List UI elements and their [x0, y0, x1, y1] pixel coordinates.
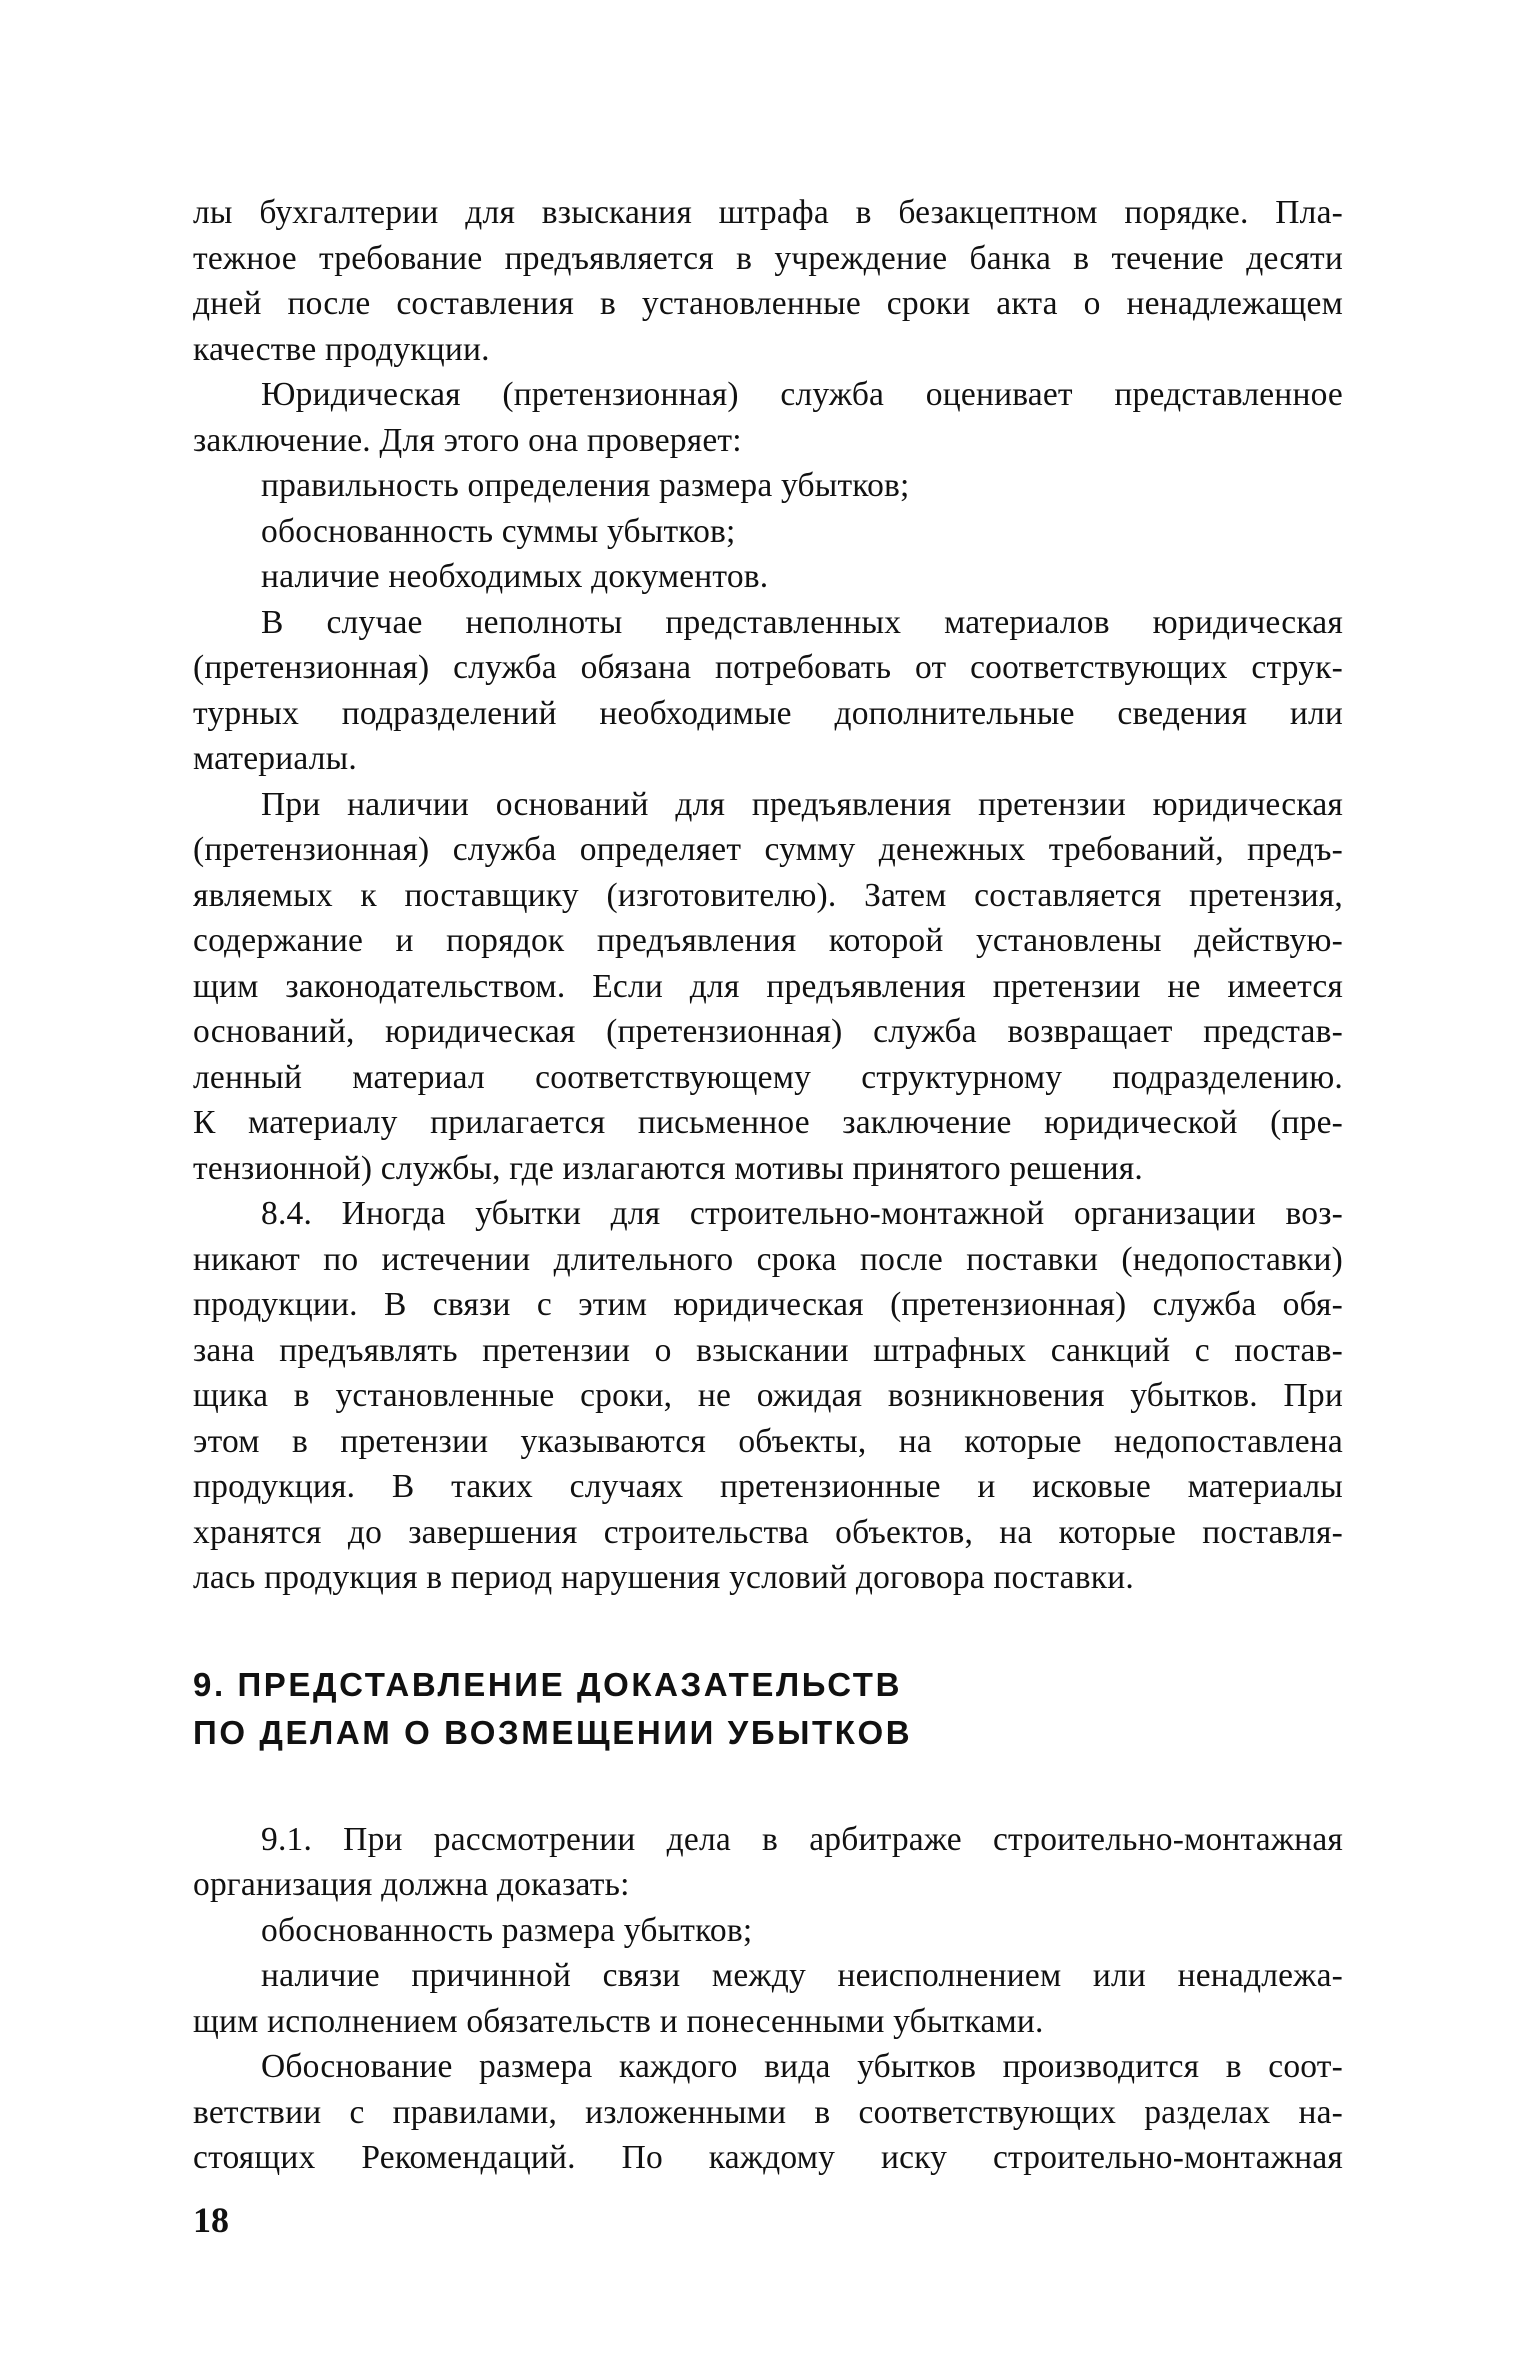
text-line: щим исполнением обязательств и понесенными убытками.: [193, 2002, 1044, 2040]
section-heading-line-1: 9. ПРЕДСТАВЛЕНИЕ ДОКАЗАТЕЛЬСТВ: [193, 1665, 902, 1703]
text-line: наличие необходимых документов.: [261, 558, 769, 595]
text-line: (претензионная) служба обязана потребовать от соответствующих струк-: [193, 649, 1343, 686]
text-line: никают по истечении длительного срока после поставки (недопоставки): [193, 1240, 1343, 1278]
text-line: организация должна доказать:: [193, 1866, 630, 1903]
text-line: стоящих Рекомендаций. По каждому иску строительно-монтажная: [193, 2139, 1343, 2176]
text-line: тензионной) службы, где излагаются мотивы принятого решения.: [193, 1149, 1143, 1187]
paragraph: [193, 190, 1343, 372]
paragraph: [193, 1817, 1343, 1908]
text-line: ленный материал соответствующему структурному подразделению.: [193, 1058, 1343, 1096]
text-line: дней после составления в установленные сроки акта о ненадлежащем: [193, 285, 1343, 322]
text-line: При наличии оснований для предъявления претензии юридическая: [261, 785, 1343, 823]
document-page: [193, 190, 1343, 2181]
paragraph: [193, 600, 1343, 782]
body-text-bottom: [193, 1817, 1343, 2181]
text-line: качестве продукции.: [193, 330, 490, 368]
text-line: щика в установленные сроки, не ожидая возникновения убытков. При: [193, 1377, 1343, 1414]
text-line: наличие причинной связи между неисполнением или ненадлежа-: [261, 1957, 1343, 1994]
text-line: оснований, юридическая (претензионная) служба возвращает представ-: [193, 1013, 1343, 1050]
paragraph: [193, 372, 1343, 463]
text-line: этом в претензии указываются объекты, на которые недопоставлена: [193, 1422, 1343, 1460]
text-line: Обоснование размера каждого вида убытков производится в соот-: [261, 2048, 1343, 2085]
text-line: заключение. Для этого она проверяет:: [193, 421, 742, 459]
text-line: правильность определения размера убытков;: [261, 467, 910, 504]
paragraph: [193, 2044, 1343, 2181]
text-line: турных подразделений необходимые дополнительные сведения или: [193, 694, 1343, 732]
text-line: ветствии с правилами, изложенными в соответствующих разделах на-: [193, 2093, 1343, 2131]
text-line: содержание и порядок предъявления которой установлены действую-: [193, 922, 1343, 959]
text-line: лась продукция в период нарушения условий договора поставки.: [193, 1559, 1134, 1596]
text-line: щим законодательством. Если для предъявления претензии не имеется: [193, 967, 1343, 1005]
paragraph: [193, 463, 1343, 509]
text-line: Юридическая (претензионная) служба оценивает представленное: [261, 376, 1343, 413]
paragraph: [193, 554, 1343, 600]
section-heading-line-2: ПО ДЕЛАМ О ВОЗМЕЩЕНИИ УБЫТКОВ: [193, 1713, 913, 1751]
text-line: 8.4. Иногда убытки для строительно-монтажной организации воз-: [261, 1195, 1343, 1232]
paragraph: [193, 1191, 1343, 1601]
text-line: К материалу прилагается письменное заключение юридической (пре-: [193, 1104, 1343, 1141]
text-line: лы бухгалтерии для взыскания штрафа в безакцептном порядке. Пла-: [193, 194, 1343, 231]
paragraph: [193, 509, 1343, 555]
text-line: хранятся до завершения строительства объектов, на которые поставля-: [193, 1513, 1343, 1551]
page-number: 18: [193, 2200, 229, 2240]
text-line: продукция. В таких случаях претензионные и исковые материалы: [193, 1468, 1343, 1505]
text-line: обоснованность суммы убытков;: [261, 512, 736, 550]
text-line: 9.1. При рассмотрении дела в арбитраже строительно-монтажная: [261, 1820, 1343, 1858]
paragraph: [193, 1953, 1343, 2044]
body-text-top: [193, 190, 1343, 1601]
text-line: являемых к поставщику (изготовителю). Затем составляется претензия,: [193, 876, 1343, 914]
text-line: обоснованность размера убытков;: [261, 1911, 753, 1949]
paragraph: [193, 1908, 1343, 1954]
text-line: материалы.: [193, 740, 357, 777]
text-line: тежное требование предъявляется в учреждение банка в течение десяти: [193, 239, 1343, 277]
text-line: зана предъявлять претензии о взыскании штрафных санкций с постав-: [193, 1331, 1343, 1369]
text-line: В случае неполноты представленных материалов юридическая: [261, 603, 1343, 641]
text-line: продукции. В связи с этим юридическая (претензионная) служба обя-: [193, 1286, 1343, 1323]
section-heading: [193, 1661, 1343, 1757]
text-line: (претензионная) служба определяет сумму денежных требований, предъ-: [193, 831, 1343, 868]
paragraph: [193, 782, 1343, 1192]
